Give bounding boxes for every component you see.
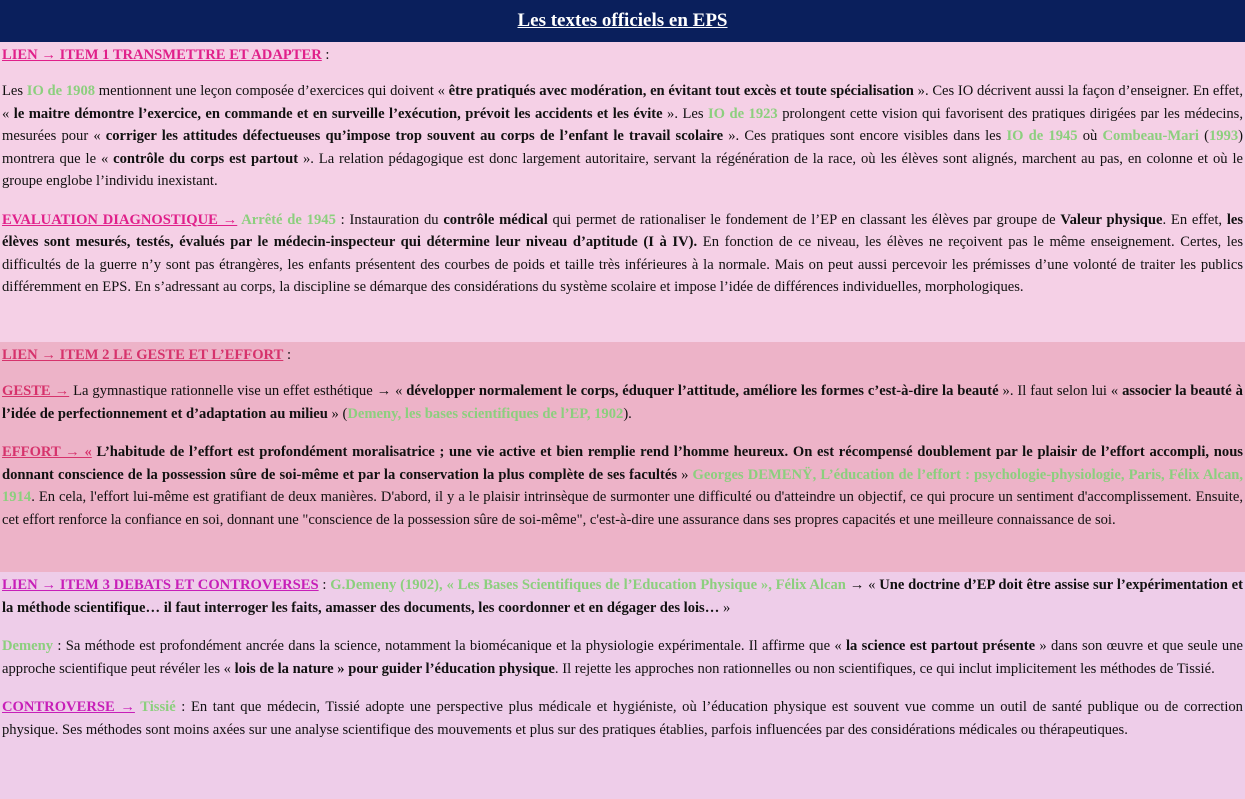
source-arrete-1945: Arrêté de 1945: [237, 211, 336, 228]
section-item-3: [0, 572, 1245, 799]
paragraph-io-1908: Les IO de 1908 mentionnent une leçon composée d’exercices qui doivent « être pratiqués avec modération, en évitant tout excès et toute spécialisation ». Ces IO décrivent aussi la façon d’enseigner. En effet, « le maitre démontre l’exercice, en commande et en surveille l’exécution, prévoit les accidents et les évite ». Les IO de 1923 prolongent cette vision qui favorisent des pratiques dirigées par les médecins, mesurées pour « corriger les attitudes défectueuses qu’impose trop souvent au corps de l’enfant le travail scolaire ». Ces pratiques sont encore visibles dans les IO de 1945 où Combeau-Mari (1993) montrera que le « contrôle du corps est partout ». La relation pédagogique est donc largement autoritaire, servant la régénération de la race, où les élèves sont alignés, marchent au pas, en colonne et où le groupe englobe l’individu inexistant.: [2, 83, 1244, 189]
source-1993: 1993: [1208, 128, 1239, 144]
controverse-link[interactable]: CONTROVERSE →: [2, 699, 135, 715]
paragraph-geste: GESTE → La gymnastique rationnelle vise un effet esthétique → « développer normalement le corps, éduquer l’attitude, améliore les formes c’est-à-dire la beauté ». Il faut selon lui « associer la beauté à l’idée de perfectionnement et d’adaptation au milieu » (Demeny, les bases scientifiques de l’EP, 1902).: [2, 383, 1243, 422]
effort-link[interactable]: EFFORT → «: [2, 444, 92, 460]
item-2-link[interactable]: LIEN → ITEM 2 LE GESTE ET L’EFFORT: [2, 347, 284, 363]
section-2-heading: LIEN → ITEM 2 LE GESTE ET L’EFFORT :: [2, 347, 292, 363]
evaluation-diagnostique-link[interactable]: EVALUATION DIAGNOSTIQUE →: [2, 211, 238, 228]
page-title: Les textes officiels en EPS: [517, 10, 728, 31]
source-demeny: Demeny: [2, 638, 54, 654]
source-demeny-bases: G.Demeny (1902), « Les Bases Scientifiques de l’Education Physique », Félix Alcan: [330, 577, 846, 593]
source-io-1923: IO de 1923: [708, 105, 778, 122]
source-io-1945: IO de 1945: [1006, 128, 1078, 144]
source-demeny-1902: Demeny, les bases scientifiques de l’EP, 1902: [347, 405, 624, 422]
source-io-1908: IO de 1908: [26, 83, 96, 99]
paragraph-controverse: CONTROVERSE → Tissié : En tant que médecin, Tissié adopte une perspective plus médicale et hygiéniste, où l’éducation physique est souvent vue comme un outil de santé publique ou de correction physique. Ses méthodes sont moins axées sur une analyse scientifique des mouvements et plus sur des pratiques établies, parfois influencées par des considérations médicales ou thérapeutiques.: [2, 699, 1243, 738]
section-1-heading: LIEN → ITEM 1 TRANSMETTRE ET ADAPTER :: [2, 47, 330, 63]
paragraph-demeny: Demeny : Sa méthode est profondément ancrée dans la science, notamment la biomécanique et la physiologie expérimentale. Il affirme que « la science est partout présente » dans son œuvre et que seule une approche scientifique peut révéler les « lois de la nature » pour guider l’éducation physique. Il rejette les approches non rationnelles ou non scientifiques, ce qui inclut implicitement les méthodes de Tissié.: [2, 638, 1243, 677]
section-item-1: [0, 42, 1245, 342]
section-item-2: [0, 342, 1245, 572]
paragraph-effort: EFFORT → « L’habitude de l’effort est profondément moralisatrice ; une vie active et bien remplie rend l’homme heureux. On est récompensé doublement par le plaisir de l’effort accompli, nous donnant conscience de la possession sûre de soi-même et par la conservation la plus complète de ses facultés » Georges DEMENŸ, L’éducation de l’effort : psychologie-physiologie, Paris, Félix Alcan, 1914. En cela, l'effort lui-même est gratifiant de deux manières. D'abord, il y a le plaisir intrinsèque de surmonter une difficulté ou d'atteindre un objectif, ce qui procure un sentiment d'accomplissement. Ensuite, cet effort renforce la confiance en soi, donnant une "conscience de la possession sûre de soi-même", c'est-à-dire une assurance dans ses propres capacités et une meilleure connaissance de soi.: [2, 444, 1244, 528]
section-3-heading: LIEN → ITEM 3 DEBATS ET CONTROVERSES : G.Demeny (1902), « Les Bases Scientifiques de l’Education Physique », Félix Alcan → « Une doctrine d’EP doit être assise sur l’expérimentation et la méthode scientifique… il faut interroger les faits, amasser des documents, les coordonner et en dégager des lois… »: [2, 577, 1243, 616]
source-demeny-1914: Georges DEMENŸ, L’éducation de l’effort : psychologie-physiologie, Paris, Félix Alcan, 1914: [2, 466, 1244, 505]
source-combeau-mari: Combeau-Mari: [1102, 128, 1199, 144]
title-bar: [0, 0, 1245, 42]
item-3-link[interactable]: LIEN → ITEM 3 DEBATS ET CONTROVERSES: [2, 577, 319, 593]
paragraph-evaluation-diagnostique: EVALUATION DIAGNOSTIQUE → Arrêté de 1945 : Instauration du contrôle médical qui permet de rationaliser le fondement de l’EP en classant les élèves par groupe de Valeur physique. En effet, les élèves sont mesurés, testés, évalués par le médecin-inspecteur qui détermine leur niveau d’aptitude (I à IV). En fonction de ce niveau, les élèves ne reçoivent pas le même enseignement. Certes, les difficultés de la guerre n’y sont pas étrangères, les enfants présentent des courbes de poids et taille très inférieures à la normale. Mais on peut aussi percevoir les prémisses d’une volonté de traiter les publics différemment en EPS. En s’adressant au corps, la discipline se démarque des considérations du système scolaire et impose l’idée de différences individuelles, morphologiques.: [2, 211, 1244, 295]
item-1-link[interactable]: LIEN → ITEM 1 TRANSMETTRE ET ADAPTER: [2, 47, 322, 63]
source-tissie: Tissié: [134, 699, 176, 715]
geste-link[interactable]: GESTE →: [2, 383, 70, 399]
